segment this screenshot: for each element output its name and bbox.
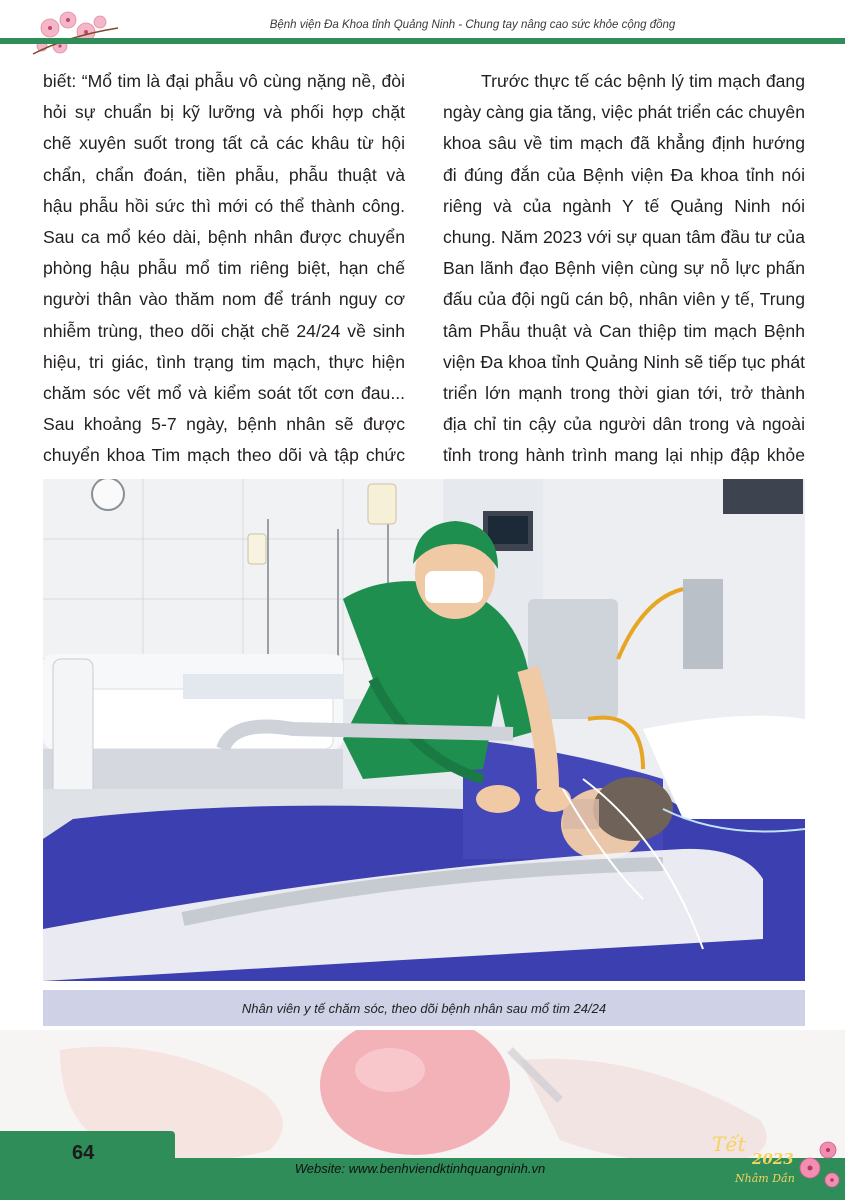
running-header: Bệnh viện Đa Khoa tỉnh Quảng Ninh - Chung tay nâng cao sức khỏe cộng đồng xyxy=(269,19,676,31)
left-column-paragraph: biết: “Mổ tim là đại phẫu vô cùng nặng nề, đòi hỏi sự chuẩn bị kỹ lưỡng và phối hợp chặt chẽ xuyên suốt trong tất cả các khâu từ hội chẩn, chẩn đoán, tiền phẫu, phẫu thuật và hậu phẫu hồi sức thì mới có thể thành công. Sau ca mổ kéo dài, bệnh nhân được chuyển phòng hậu phẫu mổ tim riêng biệt, hạn chế người thân vào thăm nom để tránh nguy cơ nhiễm trùng, theo dõi chặt chẽ 24/24 về sinh hiệu, tri giác, tình trạng tim mạch, thực hiện chăm sóc vết mổ và kiểm soát tốt cơn đau... Sau khoảng 5-7 ngày, bệnh nhân sẽ được chuyển khoa Tim mạch theo dõi và tập chức xyxy=(43,71,405,466)
header-rule xyxy=(0,38,845,44)
page-number: 64 xyxy=(72,1142,95,1164)
article-photo xyxy=(43,479,805,981)
brand-year-number: 2023 xyxy=(752,1150,794,1168)
article-left-column xyxy=(43,66,405,503)
footer-blossom-icon xyxy=(770,1128,845,1200)
photo-caption: Nhân viên y tế chăm sóc, theo dõi bệnh nhân sau mổ tim 24/24 xyxy=(241,1000,607,1016)
icu-scene-illustration xyxy=(43,479,805,981)
brand-subtitle: Nhâm Dần xyxy=(735,1172,795,1185)
cherry-blossom-icon xyxy=(28,6,128,66)
right-column-paragraph: Trước thực tế các bệnh lý tim mạch đang ngày càng gia tăng, việc phát triển các chuyên khoa sâu về tim mạch đã khẳng định hướng đi đúng đắn của Bệnh viện Đa khoa tỉnh nói riêng và của ngành Y tế Quảng Ninh nói chung. Năm 2023 với sự quan tâm đầu tư của Ban lãnh đạo Bệnh viện cùng sự nỗ lực phấn đấu của đội ngũ cán bộ, nhân viên y tế, Trung tâm Phẫu thuật và Can thiệp tim mạch Bệnh viện Đa khoa tỉnh Quảng Ninh sẽ tiếp tục phát triển lớn mạnh trong thời gian tới, trở thành địa chỉ tin cậy của người dân trong và ngoài tỉnh trong hành trình mang lại nhịp đập khỏe xyxy=(443,71,805,466)
article-right-column xyxy=(443,66,805,503)
footer-website: Website: www.benhviendktinhquangninh.vn xyxy=(294,1161,546,1176)
brand-tet: Tết xyxy=(712,1132,746,1156)
photo-caption-box xyxy=(43,990,805,1026)
